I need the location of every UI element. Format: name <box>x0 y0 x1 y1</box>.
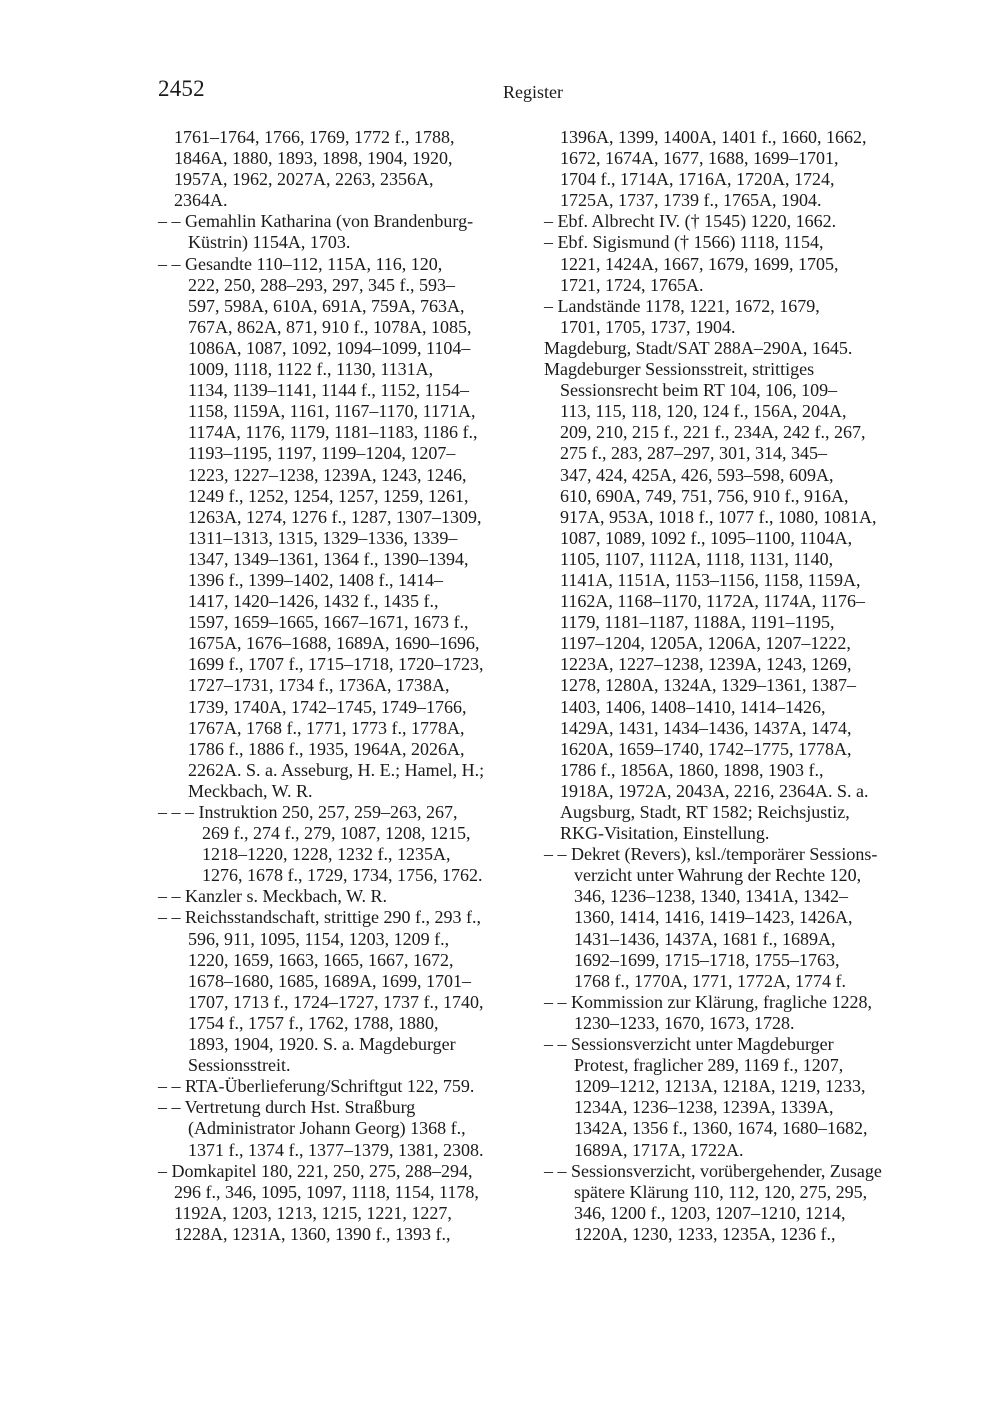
index-entry-line: 1403, 1406, 1408–1410, 1414–1426, <box>560 696 826 717</box>
index-entry-line: 1162A, 1168–1170, 1172A, 1174A, 1176– <box>560 591 865 612</box>
index-entry <box>158 254 530 802</box>
index-entry-line: – – Dekret (Revers), ksl./temporärer Sessions- <box>544 844 878 865</box>
index-entry-line: – – Kanzler s. Meckbach, W. R. <box>158 886 387 907</box>
index-entry <box>158 907 530 1076</box>
index-entry-line: 1220A, 1230, 1233, 1235A, 1236 f., <box>574 1223 836 1244</box>
index-entry <box>158 1076 530 1097</box>
index-entry-line: – Ebf. Sigismund († 1566) 1118, 1154, <box>544 232 824 253</box>
index-entry-line: 1263A, 1274, 1276 f., 1287, 1307–1309, <box>188 506 482 527</box>
page-number: 2452 <box>158 76 205 101</box>
index-entry-line: 1689A, 1717A, 1722A. <box>574 1139 744 1160</box>
index-entry-line: 1342A, 1356 f., 1360, 1674, 1680–1682, <box>574 1118 868 1139</box>
index-entry-line: 1105, 1107, 1112A, 1118, 1131, 1140, <box>560 548 834 569</box>
index-entry-line: 1739, 1740A, 1742–1745, 1749–1766, <box>188 696 467 717</box>
index-entry-line: 1087, 1089, 1092 f., 1095–1100, 1104A, <box>560 527 853 548</box>
index-entry-line: – – Kommission zur Klärung, fragliche 1228, <box>544 991 872 1012</box>
index-entry-line: 1221, 1424A, 1667, 1679, 1699, 1705, <box>560 253 839 274</box>
index-entry-line: 1767A, 1768 f., 1771, 1773 f., 1778A, <box>188 717 465 738</box>
index-entry-line: 1786 f., 1856A, 1860, 1898, 1903 f., <box>560 759 824 780</box>
index-entry-line: 1276, 1678 f., 1729, 1734, 1756, 1762. <box>202 865 483 886</box>
index-entry-line: spätere Klärung 110, 112, 120, 275, 295, <box>574 1181 868 1202</box>
index-entry-line: 269 f., 274 f., 279, 1087, 1208, 1215, <box>202 823 471 844</box>
index-entry-line: 1721, 1724, 1765A. <box>560 274 704 295</box>
index-entry <box>544 338 916 359</box>
index-entry-line: Sessionsrecht beim RT 104, 106, 109– <box>560 380 838 401</box>
index-entry-line: – Landstände 1178, 1221, 1672, 1679, <box>544 295 820 316</box>
index-column-left <box>158 127 530 1245</box>
index-entry-line: 1249 f., 1252, 1254, 1257, 1259, 1261, <box>188 485 469 506</box>
running-title: Register <box>503 82 563 102</box>
index-entry-line: 1278, 1280A, 1324A, 1329–1361, 1387– <box>560 675 856 696</box>
index-entry-line: Augsburg, Stadt, RT 1582; Reichsjustiz, <box>560 802 850 822</box>
index-entry-line: 346, 1236–1238, 1340, 1341A, 1342– <box>574 886 848 907</box>
index-entry-line: Protest, fraglicher 289, 1169 f., 1207, <box>574 1055 844 1076</box>
index-entry-line: – – Sessionsverzicht unter Magdeburger <box>544 1034 834 1055</box>
index-entry-line: – Ebf. Albrecht IV. († 1545) 1220, 1662. <box>544 211 837 232</box>
index-entry <box>158 211 530 253</box>
index-entry-line: 1174A, 1176, 1179, 1181–1183, 1186 f., <box>188 422 478 443</box>
index-entry-line: (Administrator Johann Georg) 1368 f., <box>188 1118 466 1139</box>
index-entry-line: 1192A, 1203, 1213, 1215, 1221, 1227, <box>174 1202 452 1223</box>
index-entry-line: verzicht unter Wahrung der Rechte 120, <box>574 865 862 886</box>
index-entry-line: 347, 424, 425A, 426, 593–598, 609A, <box>560 464 834 485</box>
index-entry <box>158 802 530 886</box>
index-entry-line: Magdeburg, Stadt/SAT 288A–290A, 1645. <box>544 337 853 358</box>
index-column-right <box>544 127 916 1245</box>
index-entry-line: 1893, 1904, 1920. S. a. Magdeburger <box>188 1034 456 1055</box>
index-entry-line: 1699 f., 1707 f., 1715–1718, 1720–1723, <box>188 654 484 675</box>
index-entry-line: 1957A, 1962, 2027A, 2263, 2356A, <box>174 169 434 190</box>
index-entry-line: – Domkapitel 180, 221, 250, 275, 288–294, <box>158 1160 473 1181</box>
index-entry-line: 1009, 1118, 1122 f., 1130, 1131A, <box>188 359 434 380</box>
index-entry-line: RKG-Visitation, Einstellung. <box>560 823 770 844</box>
index-entry-line: – – Vertretung durch Hst. Straßburg <box>158 1097 416 1118</box>
index-entry-line: – – Sessionsverzicht, vorübergehender, Zusage <box>544 1160 882 1181</box>
index-entry-line: 1754 f., 1757 f., 1762, 1788, 1880, <box>188 1012 439 1033</box>
index-entry <box>158 1161 530 1245</box>
index-entry-line: 1197–1204, 1205A, 1206A, 1207–1222, <box>560 633 851 654</box>
index-entry-line: Küstrin) 1154A, 1703. <box>188 232 351 253</box>
index-entry-line: 1234A, 1236–1238, 1239A, 1339A, <box>574 1097 834 1118</box>
index-entry-line: 596, 911, 1095, 1154, 1203, 1209 f., <box>188 928 450 949</box>
index-entry-line: 113, 115, 118, 120, 124 f., 156A, 204A, <box>560 401 847 422</box>
index-entry-line: Sessionsstreit. <box>188 1055 291 1076</box>
index-entry <box>158 127 530 211</box>
index-entry-line: 1846A, 1880, 1893, 1898, 1904, 1920, <box>174 148 453 169</box>
index-entry <box>544 359 916 844</box>
index-entry-line: 1918A, 1972A, 2043A, 2216, 2364A. S. a. <box>560 780 869 801</box>
index-entry-line: 1692–1699, 1715–1718, 1755–1763, <box>574 949 840 970</box>
index-entry-line: 767A, 862A, 871, 910 f., 1078A, 1085, <box>188 316 472 337</box>
index-entry-line: Magdeburger Sessionsstreit, strittiges <box>544 359 815 380</box>
index-entry-line: 1396 f., 1399–1402, 1408 f., 1414– <box>188 569 443 590</box>
index-entry-line: 1371 f., 1374 f., 1377–1379, 1381, 2308. <box>188 1139 484 1160</box>
index-entry-line: 1158, 1159A, 1161, 1167–1170, 1171A, <box>188 401 476 422</box>
index-entry-line: 346, 1200 f., 1203, 1207–1210, 1214, <box>574 1202 846 1223</box>
index-entry <box>544 1034 916 1161</box>
index-entry-line: 1209–1212, 1213A, 1218A, 1219, 1233, <box>574 1076 866 1097</box>
index-entry-line: 1223A, 1227–1238, 1239A, 1243, 1269, <box>560 654 852 675</box>
index-entry-line: 1768 f., 1770A, 1771, 1772A, 1774 f. <box>574 970 846 991</box>
index-entry-line: 1431–1436, 1437A, 1681 f., 1689A, <box>574 928 836 949</box>
index-entry-line: 1672, 1674A, 1677, 1688, 1699–1701, <box>560 148 839 169</box>
index-entry-line: 1678–1680, 1685, 1689A, 1699, 1701– <box>188 970 471 991</box>
index-entry <box>544 296 916 338</box>
index-entry-line: 1620A, 1659–1740, 1742–1775, 1778A, <box>560 738 852 759</box>
index-entry-line: 1417, 1420–1426, 1432 f., 1435 f., <box>188 591 439 612</box>
index-entry-line: 1704 f., 1714A, 1716A, 1720A, 1724, <box>560 169 835 190</box>
index-entry <box>544 1161 916 1245</box>
index-entry-line: 1218–1220, 1228, 1232 f., 1235A, <box>202 844 451 865</box>
index-entry-line: – – RTA-Überlieferung/Schriftgut 122, 759. <box>158 1076 475 1097</box>
index-entry <box>544 232 916 295</box>
index-entry-line: 1707, 1713 f., 1724–1727, 1737 f., 1740, <box>188 991 484 1012</box>
index-entry <box>158 1097 530 1160</box>
index-entry-line: 1141A, 1151A, 1153–1156, 1158, 1159A, <box>560 569 861 590</box>
index-entry-line: 1223, 1227–1238, 1239A, 1243, 1246, <box>188 464 467 485</box>
index-entry <box>544 992 916 1034</box>
index-entry-line: 1597, 1659–1665, 1667–1671, 1673 f., <box>188 612 469 633</box>
index-entry-line: – – – Instruktion 250, 257, 259–263, 267, <box>158 802 458 822</box>
index-entry-line: 597, 598A, 610A, 691A, 759A, 763A, <box>188 295 465 316</box>
index-entry-line: 1311–1313, 1315, 1329–1336, 1339– <box>188 527 458 548</box>
index-entry-line: 2262A. S. a. Asseburg, H. E.; Hamel, H.; <box>188 759 485 780</box>
index-entry-line: 1429A, 1431, 1434–1436, 1437A, 1474, <box>560 717 852 738</box>
index-entry-line: 1725A, 1737, 1739 f., 1765A, 1904. <box>560 190 822 211</box>
index-entry-line: 296 f., 346, 1095, 1097, 1118, 1154, 1178, <box>174 1181 479 1202</box>
index-entry-line: 1347, 1349–1361, 1364 f., 1390–1394, <box>188 548 469 569</box>
index-entry-line: 209, 210, 215 f., 221 f., 234A, 242 f., 267, <box>560 422 866 443</box>
index-entry-line: – – Gesandte 110–112, 115A, 116, 120, <box>158 253 443 274</box>
index-entry-line: 222, 250, 288–293, 297, 345 f., 593– <box>188 274 455 295</box>
index-entry <box>544 211 916 232</box>
index-entry <box>158 886 530 907</box>
index-entry-line: 1086A, 1087, 1092, 1094–1099, 1104– <box>188 337 471 358</box>
index-entry-line: 917A, 953A, 1018 f., 1077 f., 1080, 1081A, <box>560 506 877 527</box>
index-entry <box>544 844 916 992</box>
index-entry-line: 1134, 1139–1141, 1144 f., 1152, 1154– <box>188 380 469 401</box>
index-entry-line: 1761–1764, 1766, 1769, 1772 f., 1788, <box>174 127 455 147</box>
index-entry-line: 1230–1233, 1670, 1673, 1728. <box>574 1012 795 1033</box>
index-entry-line: 1396A, 1399, 1400A, 1401 f., 1660, 1662, <box>560 127 867 147</box>
index-entry-line: 1220, 1659, 1663, 1665, 1667, 1672, <box>188 949 454 970</box>
index-entry <box>544 127 916 211</box>
index-entry-line: 1675A, 1676–1688, 1689A, 1690–1696, <box>188 633 480 654</box>
index-entry-line: 1786 f., 1886 f., 1935, 1964A, 2026A, <box>188 738 465 759</box>
index-entry-line: 610, 690A, 749, 751, 756, 910 f., 916A, <box>560 485 849 506</box>
index-entry-line: – – Gemahlin Katharina (von Brandenburg- <box>158 211 474 232</box>
index-entry-line: 2364A. <box>174 190 228 211</box>
index-entry-line: 1193–1195, 1197, 1199–1204, 1207– <box>188 443 456 464</box>
index-entry-line: 1360, 1414, 1416, 1419–1423, 1426A, <box>574 907 853 928</box>
index-entry-line: 1228A, 1231A, 1360, 1390 f., 1393 f., <box>174 1223 451 1244</box>
index-entry-line: 275 f., 283, 287–297, 301, 314, 345– <box>560 443 827 464</box>
index-entry-line: Meckbach, W. R. <box>188 780 313 801</box>
index-entry-line: – – Reichsstandschaft, strittige 290 f., 293 f., <box>158 907 481 928</box>
index-entry-line: 1727–1731, 1734 f., 1736A, 1738A, <box>188 675 450 696</box>
index-entry-line: 1701, 1705, 1737, 1904. <box>560 316 736 337</box>
index-entry-line: 1179, 1181–1187, 1188A, 1191–1195, <box>560 612 835 633</box>
